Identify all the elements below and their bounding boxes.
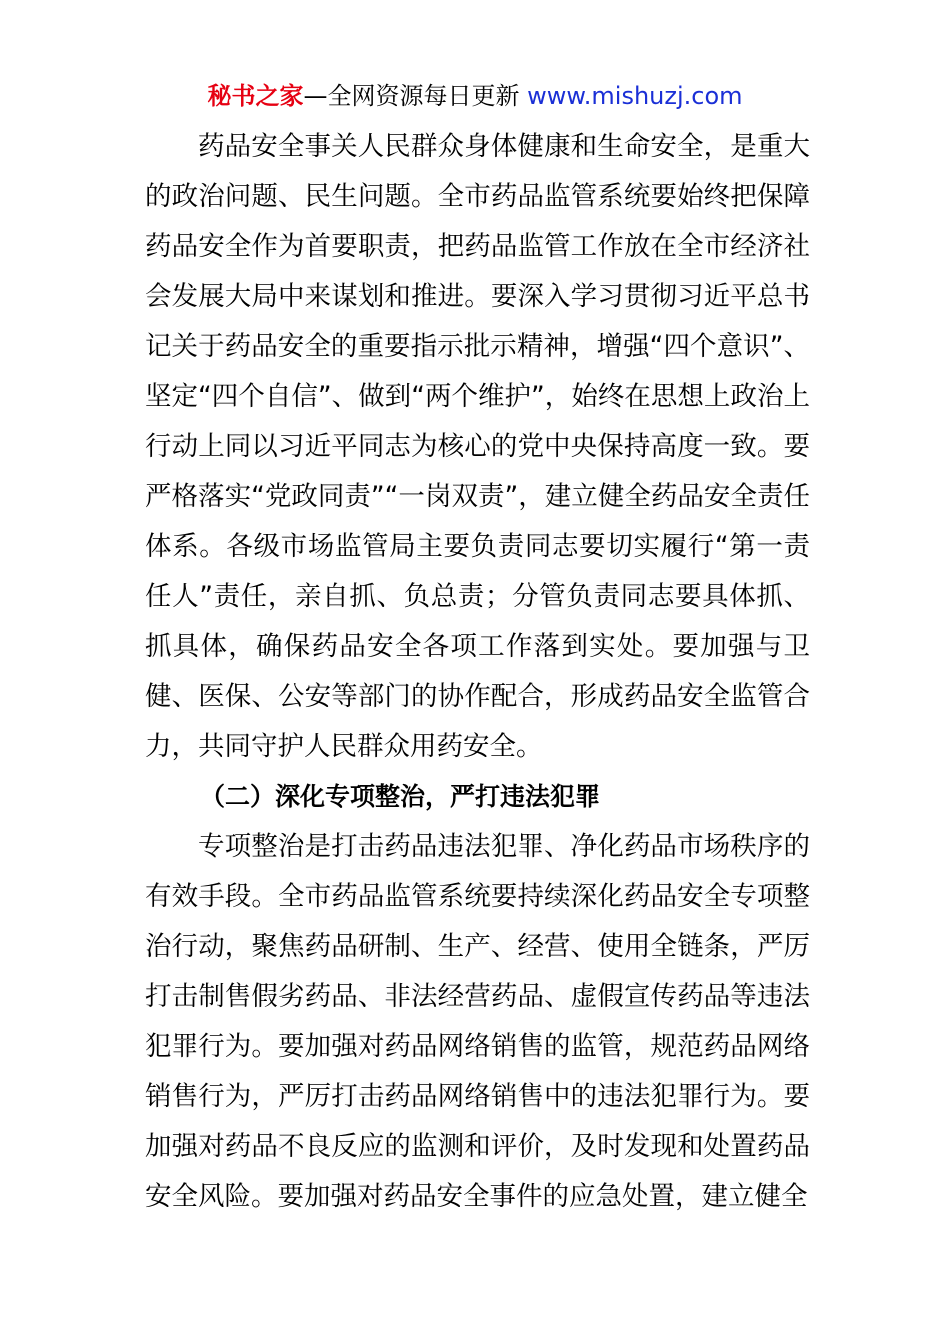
site-banner: [0, 80, 950, 112]
site-url-link[interactable]: www.mishuzj.com: [527, 82, 743, 110]
document-body: [145, 122, 810, 1222]
section-heading: （二）深化专项整治，严打违法犯罪: [200, 782, 601, 811]
brand-name: 秘书之家: [207, 82, 304, 110]
paragraph-1: 药品安全事关人民群众身体健康和生命安全，是重大的政治问题、民生问题。全市药品监管系统要始终把保障药品安全作为首要职责，把药品监管工作放在全市经济社会发展大局中来谋划和推进。要深入学习贯彻习近平总书记关于药品安全的重要指示批示精神，增强“四个意识”、坚定“四个自信”、做到“两个维护”，始终在思想上政治上行动上同以习近平同志为核心的党中央保持高度一致。要严格落实“党政同责”“一岗双责”，建立健全药品安全责任体系。各级市场监管局主要负责同志要切实履行“第一责任人”责任，亲自抓、负总责；分管负责同志要具体抓、抓具体，确保药品安全各项工作落到实处。要加强与卫健、医保、公安等部门的协作配合，形成药品安全监管合力，共同守护人民群众用药安全。: [145, 131, 810, 762]
banner-tagline: —全网资源每日更新: [303, 82, 528, 110]
paragraph-2: 专项整治是打击药品违法犯罪、净化药品市场秩序的有效手段。全市药品监管系统要持续深化药品安全专项整治行动，聚焦药品研制、生产、经营、使用全链条，严厉打击制售假劣药品、非法经营药品、虚假宣传药品等违法犯罪行为。要加强对药品网络销售的监管，规范药品网络销售行为，严厉打击药品网络销售中的违法犯罪行为。要加强对药品不良反应的监测和评价，及时发现和处置药品安全风险。要加强对药品安全事件的应急处置，建立健全: [145, 831, 810, 1212]
